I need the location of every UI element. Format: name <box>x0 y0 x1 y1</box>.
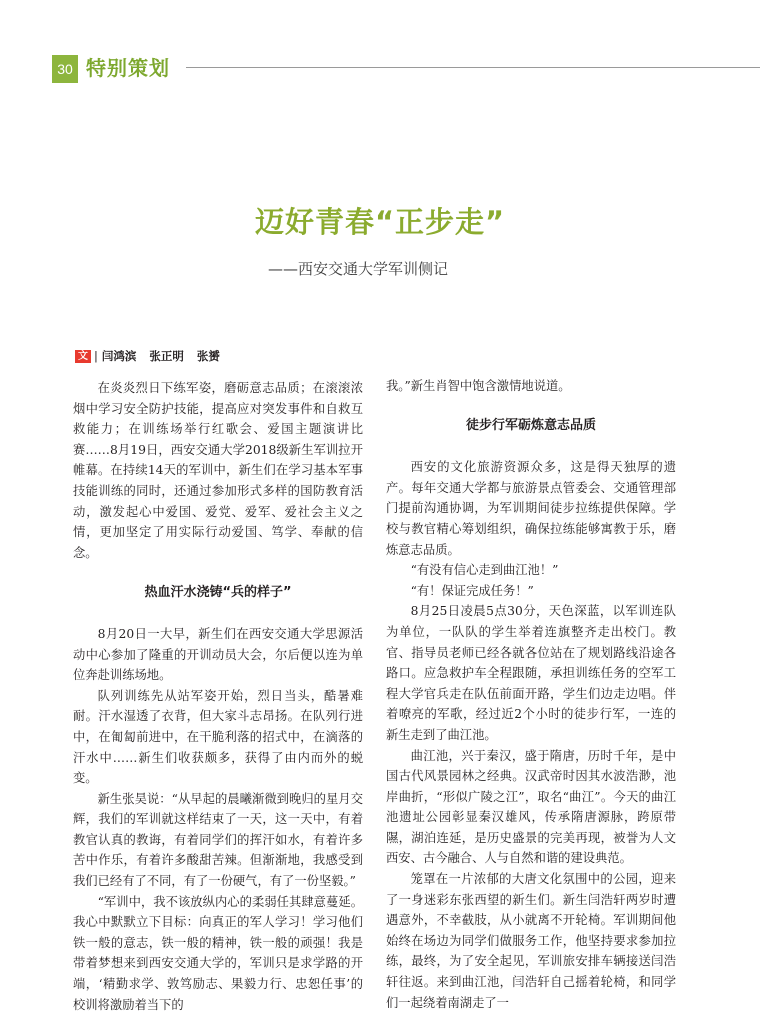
quote-line: “有没有信心走到曲江池！” <box>410 563 559 578</box>
body-paragraph: 西安的文化旅游资源众多，这是得天独厚的遗产。每年交通大学都与旅游景点管委会、交通管理部门提前沟通协调，为军训期间徒步拉练提供保障。学校与教官精心筹划组织，确保拉练能够寓教于乐，磨炼意志品质。 <box>386 460 676 557</box>
section-heading: 热血汗水浇铸“兵的样子” <box>144 585 292 601</box>
page-number: 30 <box>52 55 78 83</box>
left-column <box>73 378 363 1015</box>
body-paragraph: 新生张昊说：“从早起的晨曦渐微到晚归的星月交辉，我们的军训就这样结束了一天，这一天中，有着教官认真的教诲，有着同学们的挥汗如水，有着许多苦中作乐，有着许多酸甜苦辣。但渐渐地，我感受到我们已经有了不同，有了一份硬气，有了一份坚毅。” <box>73 791 363 889</box>
author-name: 张赟 <box>196 349 220 363</box>
header-divider <box>186 67 760 68</box>
byline-separator: | <box>94 349 98 363</box>
body-paragraph: 曲江池，兴于秦汉，盛于隋唐，历时千年，是中国古代风景园林之经典。汉武帝时因其水波浩渺，池岸曲折，“形似广陵之江”，取名“曲江”。今天的曲江池遗址公园彰显秦汉雄风，传承隋唐源脉，跨原带隰，湖泊连延，是历史盛景的完美再现，被誉为人文西安、古今融合、人与自然和谐的建设典范。 <box>386 748 676 866</box>
section-heading: 徒步行军砺炼意志品质 <box>465 417 596 433</box>
author-name: 张正明 <box>149 349 184 363</box>
intro-paragraph: 在炎炎烈日下练军姿，磨砺意志品质；在滚滚浓烟中学习安全防护技能，提高应对突发事件和自救互救能力；在训练场举行红歌会、爱国主题演讲比赛……8月19日，西安交通大学2018级新生军训拉开帷幕。在持续14天的军训中，新生们在学习基本军事技能训练的同时，还通过参加形式多样的国防教育活动，激发起心中爱国、爱党、爱军、爱社会主义之情，更加坚定了用实际行动爱国、笃学、奉献的信念。 <box>73 381 363 560</box>
body-paragraph: 8月20日一大早，新生们在西安交通大学思源活动中心参加了隆重的开训动员大会，尔后便以连为单位奔赴训练场地。 <box>73 626 363 683</box>
byline <box>75 348 233 364</box>
continued-paragraph: 我。”新生肖智中饱含激情地说道。 <box>386 379 571 393</box>
body-paragraph: 队列训练先从站军姿开始，烈日当头，酷暑难耐。汗水湿透了衣背，但大家斗志昂扬。在队列行进中，在匍匐前进中，在干脆利落的招式中，在滴落的汗水中……新生们收获颇多，获得了由内而外的蜕变。 <box>73 688 363 786</box>
author-name: 闫鸿滨 <box>101 349 137 363</box>
body-paragraph: 笼罩在一片浓郁的大唐文化氛围中的公园，迎来了一身迷彩东张西望的新生们。新生闫浩轩两岁时遭遇意外，不幸截肢，从小就离不开轮椅。军训期间他始终在场边为同学们做服务工作，他坚持要求参加拉练，最终，为了安全起见，军训旅安排车辆接送闫浩轩往返。来到曲江池，闫浩轩自己摇着轮椅，和同学们一起绕着南湖走了一 <box>386 872 676 1010</box>
section-title: 特别策划 <box>86 56 170 80</box>
quote-line: “有！保证完成任务！” <box>410 583 534 598</box>
article-title: 迈好青春“正步走” <box>254 205 506 239</box>
body-paragraph: 8月25日凌晨5点30分，天色深蓝，以军训连队为单位，一队队的学生举着连旗整齐走出校门。教官、指导员老师已经各就各位站在了规划路线沿途各路口。应急救护车全程跟随，承担训练任务的空军工程大学官兵走在队伍前面开路，学生们边走边唱。伴着嘹亮的军歌，经过近2个小时的徒步行军，一连的新生走到了曲江池。 <box>386 604 676 742</box>
article-subtitle: ——西安交通大学军训侧记 <box>268 260 449 278</box>
right-column <box>386 376 676 1013</box>
body-paragraph: “军训中，我不该放纵内心的柔弱任其肆意蔓延。我心中默默立下目标：向真正的军人学习！学习他们铁一般的意志，铁一般的精神，铁一般的顽强！我是带着梦想来到西安交通大学的，军训只是求学路的开端，‘精勤求学、敦笃励志、果毅力行、忠恕任事’的校训将激励着当下的 <box>73 894 363 1012</box>
byline-tag: 文 <box>75 350 91 363</box>
